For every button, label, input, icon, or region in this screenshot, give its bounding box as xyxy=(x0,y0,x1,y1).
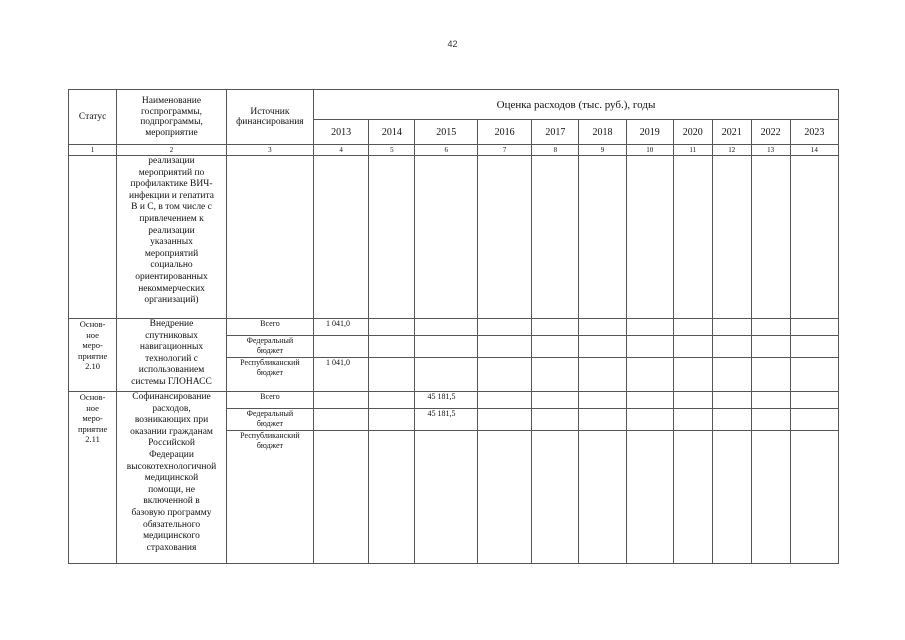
value-cell xyxy=(369,336,415,358)
value-cell xyxy=(626,392,673,409)
value-cell xyxy=(673,431,712,564)
value-cell xyxy=(415,358,478,392)
column-number: 11 xyxy=(673,145,712,156)
value-cell xyxy=(626,156,673,319)
value-cell xyxy=(369,392,415,409)
value-cell xyxy=(712,319,751,336)
value-cell xyxy=(751,431,790,564)
year-header: 2015 xyxy=(415,120,478,145)
value-cell xyxy=(579,392,626,409)
column-number: 7 xyxy=(477,145,531,156)
column-number: 12 xyxy=(712,145,751,156)
source-cell: Федеральный бюджет xyxy=(226,336,313,358)
value-cell xyxy=(369,431,415,564)
value-cell xyxy=(751,319,790,336)
value-cell xyxy=(790,336,838,358)
value-cell xyxy=(673,392,712,409)
value-cell xyxy=(712,336,751,358)
page-number: 42 xyxy=(447,39,458,49)
value-cell xyxy=(626,431,673,564)
value-cell xyxy=(673,336,712,358)
value-cell xyxy=(751,358,790,392)
value-cell xyxy=(579,431,626,564)
value-cell xyxy=(712,431,751,564)
column-number: 3 xyxy=(226,145,313,156)
year-header: 2021 xyxy=(712,120,751,145)
value-cell xyxy=(313,336,368,358)
value-cell xyxy=(579,358,626,392)
budget-table xyxy=(68,89,839,564)
value-cell xyxy=(477,336,531,358)
value-cell xyxy=(712,156,751,319)
value-cell xyxy=(313,156,368,319)
value-cell xyxy=(532,319,579,336)
value-cell xyxy=(369,358,415,392)
value-cell xyxy=(477,156,531,319)
source-cell: Республиканский бюджет xyxy=(226,431,313,564)
status-cell: Основ- ное меро- приятие 2.10 xyxy=(69,319,117,392)
value-cell xyxy=(369,156,415,319)
column-number: 2 xyxy=(117,145,227,156)
table-row-2-11-total xyxy=(69,392,839,409)
value-cell xyxy=(790,409,838,431)
header-name: Наименование госпрограммы, подпрограммы, мероприятие xyxy=(117,90,227,145)
value-cell xyxy=(313,431,368,564)
year-header: 2016 xyxy=(477,120,531,145)
year-header: 2017 xyxy=(532,120,579,145)
column-number: 9 xyxy=(579,145,626,156)
value-cell xyxy=(477,409,531,431)
value-cell xyxy=(712,392,751,409)
value-cell xyxy=(415,319,478,336)
measure-name: реализации мероприятий по профилактике ВИЧ- инфекции и гепатита В и С, в том числе с привлечением к реализации указанных мероприятий социально ориентированных некоммерческих организаций) xyxy=(117,156,227,319)
status-cell: Основ- ное меро- приятие 2.11 xyxy=(69,392,117,564)
column-number: 6 xyxy=(415,145,478,156)
column-number: 14 xyxy=(790,145,838,156)
year-header: 2019 xyxy=(626,120,673,145)
value-cell xyxy=(790,319,838,336)
year-header: 2022 xyxy=(751,120,790,145)
value-cell xyxy=(415,336,478,358)
value-cell xyxy=(477,319,531,336)
value-cell xyxy=(532,431,579,564)
value-cell: 45 181,5 xyxy=(415,392,478,409)
value-cell xyxy=(415,156,478,319)
value-cell xyxy=(751,336,790,358)
source-cell: Республиканский бюджет xyxy=(226,358,313,392)
value-cell xyxy=(673,319,712,336)
header-row xyxy=(69,90,839,120)
value-cell xyxy=(369,319,415,336)
value-cell xyxy=(579,156,626,319)
table-row-continuation xyxy=(69,156,839,319)
value-cell xyxy=(790,431,838,564)
value-cell xyxy=(415,431,478,564)
value-cell xyxy=(369,409,415,431)
column-number: 13 xyxy=(751,145,790,156)
value-cell xyxy=(790,358,838,392)
source-cell: Федеральный бюджет xyxy=(226,409,313,431)
value-cell xyxy=(532,409,579,431)
value-cell xyxy=(673,156,712,319)
value-cell xyxy=(626,358,673,392)
value-cell xyxy=(626,409,673,431)
value-cell: 1 041,0 xyxy=(313,319,368,336)
year-header: 2018 xyxy=(579,120,626,145)
value-cell xyxy=(626,336,673,358)
value-cell xyxy=(579,409,626,431)
value-cell xyxy=(712,358,751,392)
value-cell xyxy=(313,392,368,409)
source-cell: Всего xyxy=(226,319,313,336)
value-cell xyxy=(712,409,751,431)
source-cell xyxy=(226,156,313,319)
year-header: 2023 xyxy=(790,120,838,145)
column-number: 5 xyxy=(369,145,415,156)
value-cell xyxy=(751,392,790,409)
value-cell xyxy=(532,336,579,358)
value-cell xyxy=(673,409,712,431)
header-estimate: Оценка расходов (тыс. руб.), годы xyxy=(313,90,838,120)
value-cell: 45 181,5 xyxy=(415,409,478,431)
measure-name: Софинансирование расходов, возникающих при оказании гражданам Российской Федерации высокотехнологичной медицинской помощи, не включенной в базовую программу обязательного медицинского страхования xyxy=(117,392,227,564)
value-cell xyxy=(790,392,838,409)
column-number: 4 xyxy=(313,145,368,156)
value-cell xyxy=(579,319,626,336)
column-number: 1 xyxy=(69,145,117,156)
value-cell xyxy=(477,358,531,392)
value-cell xyxy=(532,358,579,392)
status-cell xyxy=(69,156,117,319)
header-status: Статус xyxy=(69,90,117,145)
value-cell xyxy=(313,409,368,431)
value-cell xyxy=(532,156,579,319)
value-cell: 1 041,0 xyxy=(313,358,368,392)
header-source: Источник финансирования xyxy=(226,90,313,145)
value-cell xyxy=(626,319,673,336)
value-cell xyxy=(477,392,531,409)
value-cell xyxy=(579,336,626,358)
year-header: 2020 xyxy=(673,120,712,145)
table-row-2-10-total xyxy=(69,319,839,336)
value-cell xyxy=(532,392,579,409)
year-header: 2014 xyxy=(369,120,415,145)
value-cell xyxy=(790,156,838,319)
value-cell xyxy=(751,409,790,431)
measure-name: Внедрение спутниковых навигационных технологий с использованием системы ГЛОНАСС xyxy=(117,319,227,392)
year-header: 2013 xyxy=(313,120,368,145)
source-cell: Всего xyxy=(226,392,313,409)
column-number: 10 xyxy=(626,145,673,156)
value-cell xyxy=(751,156,790,319)
column-numbers-row xyxy=(69,145,839,156)
column-number: 8 xyxy=(532,145,579,156)
value-cell xyxy=(477,431,531,564)
value-cell xyxy=(673,358,712,392)
